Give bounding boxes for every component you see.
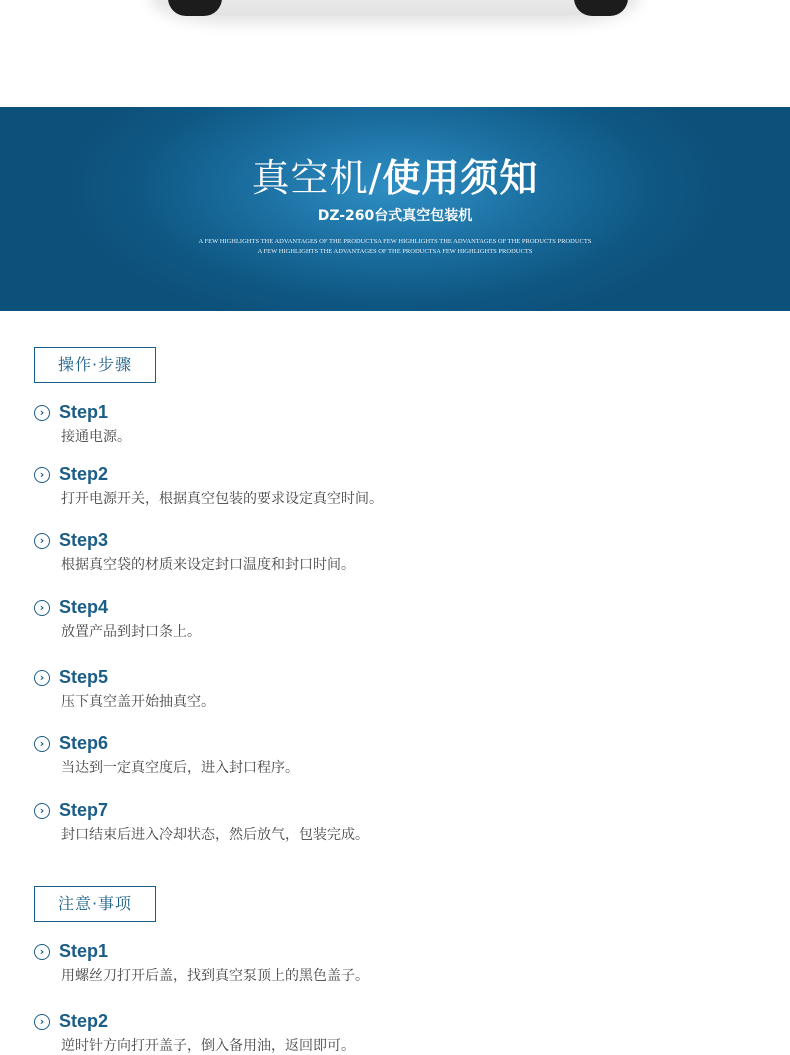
step-description: 压下真空盖开始抽真空。 <box>61 694 215 710</box>
banner-title <box>0 147 790 202</box>
banner-tagline-2: A FEW HIGHLIGHTS THE ADVANTAGES OF THE PRODUCTSA FEW HIGHLIGHTS PRODUCTS <box>257 248 533 255</box>
chevron-right-circle-icon: › <box>34 670 50 686</box>
step-title: Step4 <box>59 597 109 617</box>
step-description: 当达到一定真空度后，进入封口程序。 <box>61 760 299 776</box>
banner-title-bold: 使用须知 <box>382 156 539 200</box>
banner-tagline-1: A FEW HIGHLIGHTS THE ADVANTAGES OF THE PRODUCTSA FEW HIGHLIGHTS THE ADVANTAGES OF THE PRODUCTS PRODUCTS <box>198 238 592 245</box>
step-title: Step2 <box>59 464 109 484</box>
step-description: 封口结束后进入冷却状态，然后放气，包装完成。 <box>61 827 369 843</box>
step-description: 打开电源开关，根据真空包装的要求设定真空时间。 <box>61 491 383 507</box>
machine-base <box>150 0 640 16</box>
chevron-right-circle-icon: › <box>34 1014 50 1030</box>
chevron-right-circle-icon: › <box>34 405 50 421</box>
notes-section-label: 注意·事项 <box>34 886 156 922</box>
step-title: Step6 <box>59 733 109 753</box>
chevron-right-circle-icon: › <box>34 736 50 752</box>
banner-subtitle: DZ-260台式真空包装机 <box>317 208 473 224</box>
banner-title-light: 真空机/ <box>251 156 383 200</box>
machine-foot-right <box>574 0 628 16</box>
chevron-right-circle-icon: › <box>34 803 50 819</box>
chevron-right-circle-icon: › <box>34 944 50 960</box>
chevron-right-circle-icon: › <box>34 533 50 549</box>
step-description: 放置产品到封口条上。 <box>61 624 201 640</box>
chevron-right-circle-icon: › <box>34 600 50 616</box>
step-title: Step3 <box>59 530 109 550</box>
step-title: Step2 <box>59 1011 109 1031</box>
step-description: 根据真空袋的材质来设定封口温度和封口时间。 <box>61 557 355 573</box>
step-title: Step1 <box>59 941 109 961</box>
step-title: Step7 <box>59 800 109 820</box>
step-description: 逆时针方向打开盖子，倒入备用油，返回即可。 <box>61 1038 355 1054</box>
step-description: 接通电源。 <box>61 429 131 445</box>
usage-notes-banner <box>0 107 790 311</box>
operation-section-label: 操作·步骤 <box>34 347 156 383</box>
step-title: Step1 <box>59 402 109 422</box>
step-title: Step5 <box>59 667 109 687</box>
step-description: 用螺丝刀打开后盖，找到真空泵顶上的黑色盖子。 <box>61 968 369 984</box>
product-image-bottom <box>0 0 790 107</box>
chevron-right-circle-icon: › <box>34 467 50 483</box>
